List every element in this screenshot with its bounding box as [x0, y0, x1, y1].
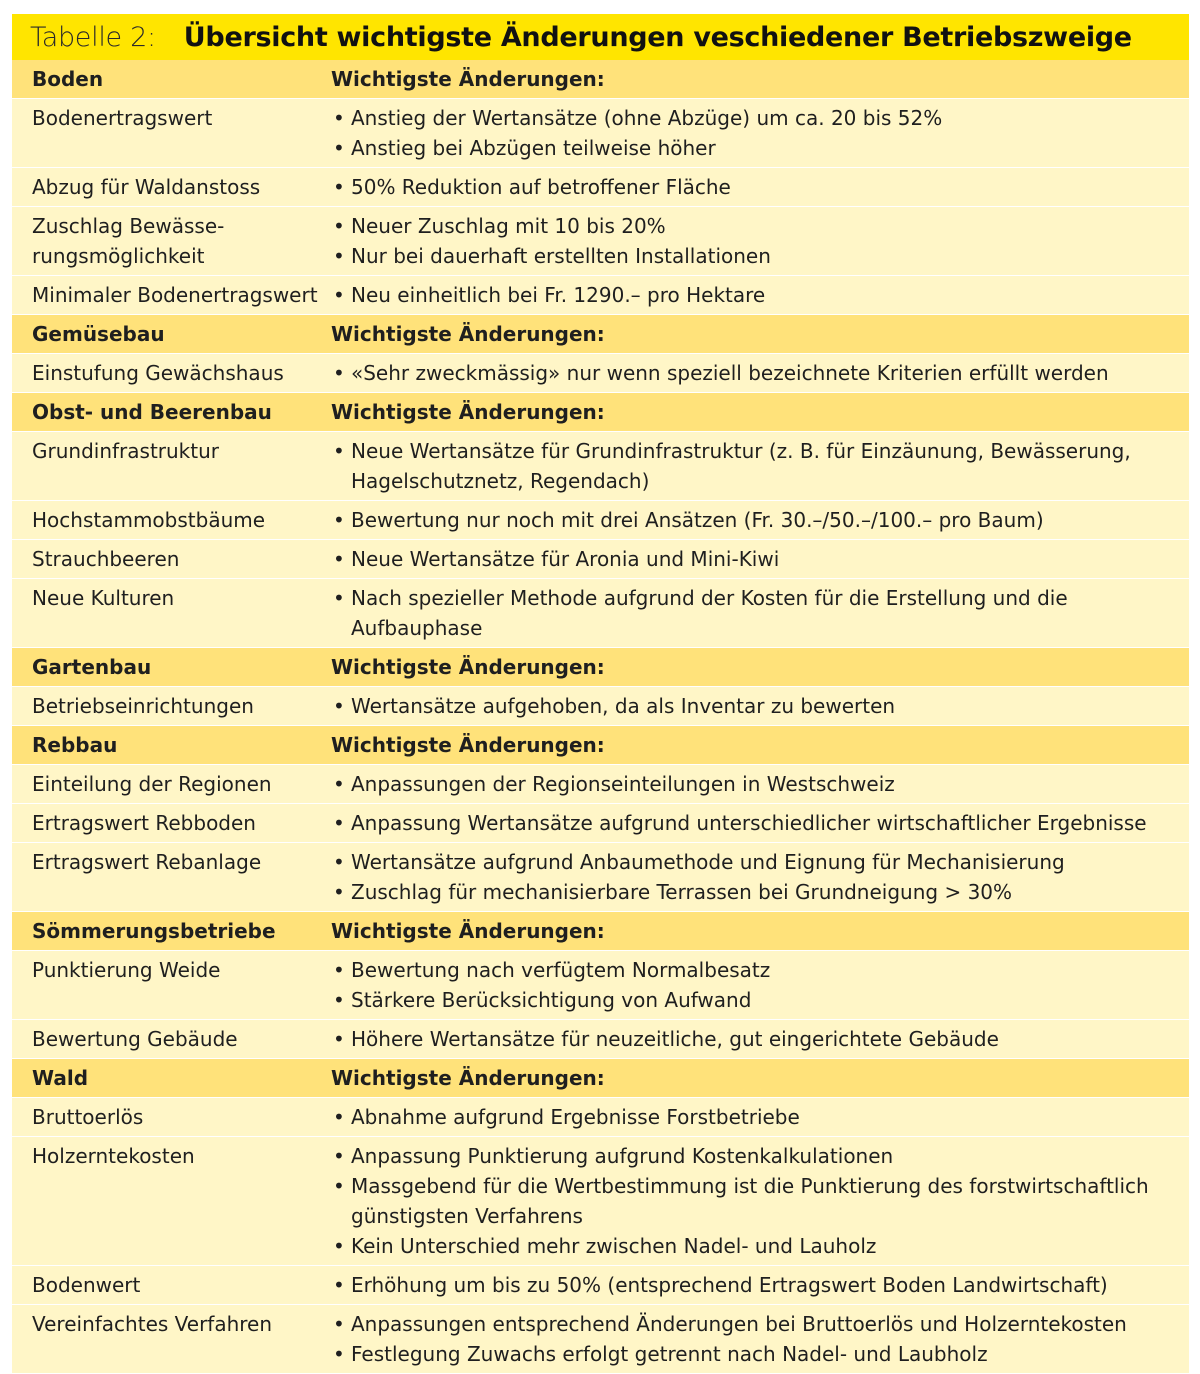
row-changes: [331, 501, 1189, 540]
change-item: • Wertansätze aufgehoben, da als Inventar zu bewerten: [331, 691, 1189, 721]
row-label: Hochstammobstbäume: [12, 501, 331, 540]
row-label: Holzerntekosten: [12, 1137, 331, 1266]
section-header-row: [12, 648, 1189, 687]
change-item: • Anstieg der Wertansätze (ohne Abzüge) um ca. 20 bis 52%: [331, 103, 1189, 133]
section-name: Sömmerungsbetriebe: [12, 912, 331, 951]
row-label: Bewertung Gebäude: [12, 1020, 331, 1059]
row-changes: [331, 432, 1189, 501]
change-list: [331, 172, 1189, 202]
change-list: [331, 1024, 1189, 1054]
change-list: [331, 1270, 1189, 1300]
change-list: [331, 1141, 1189, 1261]
change-item: • Neuer Zuschlag mit 10 bis 20%: [331, 211, 1189, 241]
row-label: Punktierung Weide: [12, 951, 331, 1020]
table-row: [12, 804, 1189, 843]
row-changes: [331, 687, 1189, 726]
change-list: [331, 505, 1189, 535]
section-header-row: [12, 912, 1189, 951]
change-list: [331, 808, 1189, 838]
change-item: • Anstieg bei Abzügen teilweise höher: [331, 133, 1189, 163]
change-item: • Neue Wertansätze für Aronia und Mini-Kiwi: [331, 544, 1189, 574]
section-name: Gartenbau: [12, 648, 331, 687]
row-changes: [331, 168, 1189, 207]
change-list: [331, 769, 1189, 799]
row-label: Einstufung Gewächshaus: [12, 354, 331, 393]
change-item: • Anpassung Wertansätze aufgrund unterschiedlicher wirtschaftlicher Ergebnisse: [331, 808, 1189, 838]
section-column-header: Wichtigste Änderungen:: [331, 912, 1189, 951]
change-list: [331, 955, 1189, 1015]
table-row: [12, 168, 1189, 207]
row-label: Vereinfachtes Verfahren: [12, 1305, 331, 1374]
change-list: [331, 544, 1189, 574]
row-label: Strauchbeeren: [12, 540, 331, 579]
change-item: • Massgebend für die Wertbestimmung ist die Punktierung des forstwirtschaftlich günstigsten Verfahrens: [331, 1171, 1189, 1231]
row-label: Ertragswert Rebboden: [12, 804, 331, 843]
row-label: Bodenertragswert: [12, 99, 331, 168]
section-column-header: Wichtigste Änderungen:: [331, 393, 1189, 432]
row-label: Bodenwert: [12, 1266, 331, 1305]
section-name: Rebbau: [12, 726, 331, 765]
table-title-bar: [12, 14, 1189, 60]
change-item: • Bewertung nur noch mit drei Ansätzen (Fr. 30.–/50.–/100.– pro Baum): [331, 505, 1189, 535]
change-list: [331, 436, 1189, 496]
table-row: [12, 540, 1189, 579]
table-row: [12, 99, 1189, 168]
change-item: • Kein Unterschied mehr zwischen Nadel- und Lauholz: [331, 1231, 1189, 1261]
row-label: Minimaler Bodenertragswert: [12, 276, 331, 315]
row-changes: [331, 1137, 1189, 1266]
row-changes: [331, 1305, 1189, 1374]
change-item: • Nach spezieller Methode aufgrund der Kosten für die Erstellung und die Aufbauphase: [331, 583, 1189, 643]
section-header-row: [12, 726, 1189, 765]
section-header-row: [12, 60, 1189, 99]
table-row: [12, 1137, 1189, 1266]
section-header-row: [12, 1059, 1189, 1098]
section-column-header: Wichtigste Änderungen:: [331, 726, 1189, 765]
change-item: • Erhöhung um bis zu 50% (entsprechend Ertragswert Boden Landwirtschaft): [331, 1270, 1189, 1300]
section-header-row: [12, 315, 1189, 354]
change-item: • Wertansätze aufgrund Anbaumethode und Eignung für Mechanisierung: [331, 847, 1189, 877]
change-item: • Anpassungen entsprechend Änderungen bei Bruttoerlös und Holzerntekosten: [331, 1309, 1189, 1339]
table-title: Übersicht wichtigste Änderungen veschiedener Betriebszweige: [183, 21, 1132, 53]
row-label: Zuschlag Bewässe- rungsmöglichkeit: [12, 207, 331, 276]
change-item: • Bewertung nach verfügtem Normalbesatz: [331, 955, 1189, 985]
row-changes: [331, 765, 1189, 804]
row-label: Grundinfrastruktur: [12, 432, 331, 501]
table-row: [12, 951, 1189, 1020]
table-number: Tabelle 2:: [30, 21, 156, 53]
change-item: • Abnahme aufgrund Ergebnisse Forstbetriebe: [331, 1102, 1189, 1132]
row-changes: [331, 1098, 1189, 1137]
table-row: [12, 1266, 1189, 1305]
row-changes: [331, 99, 1189, 168]
row-label: Neue Kulturen: [12, 579, 331, 648]
section-name: Wald: [12, 1059, 331, 1098]
row-changes: [331, 540, 1189, 579]
changes-table: [12, 60, 1189, 1374]
section-name: Boden: [12, 60, 331, 99]
row-label: Bruttoerlös: [12, 1098, 331, 1137]
table-row: [12, 354, 1189, 393]
table-container: [12, 14, 1189, 1374]
row-changes: [331, 1020, 1189, 1059]
table-row: [12, 1098, 1189, 1137]
section-column-header: Wichtigste Änderungen:: [331, 315, 1189, 354]
change-list: [331, 280, 1189, 310]
change-item: • Anpassung Punktierung aufgrund Kostenkalkulationen: [331, 1141, 1189, 1171]
row-label: Einteilung der Regionen: [12, 765, 331, 804]
changes-table-body: [12, 60, 1189, 1374]
change-item: • «Sehr zweckmässig» nur wenn speziell bezeichnete Kriterien erfüllt werden: [331, 358, 1189, 388]
table-row: [12, 432, 1189, 501]
row-changes: [331, 804, 1189, 843]
change-item: • Stärkere Berücksichtigung von Aufwand: [331, 985, 1189, 1015]
section-header-row: [12, 393, 1189, 432]
change-list: [331, 691, 1189, 721]
section-name: Gemüsebau: [12, 315, 331, 354]
section-name: Obst- und Beerenbau: [12, 393, 331, 432]
change-item: • Anpassungen der Regionseinteilungen in Westschweiz: [331, 769, 1189, 799]
table-row: [12, 501, 1189, 540]
change-list: [331, 211, 1189, 271]
table-row: [12, 276, 1189, 315]
change-item: • Neue Wertansätze für Grundinfrastruktur (z. B. für Einzäunung, Bewässerung, Hagelschutznetz, Regendach): [331, 436, 1189, 496]
table-row: [12, 1020, 1189, 1059]
table-row: [12, 687, 1189, 726]
row-label: Betriebseinrichtungen: [12, 687, 331, 726]
change-list: [331, 358, 1189, 388]
row-changes: [331, 951, 1189, 1020]
change-item: • Höhere Wertansätze für neuzeitliche, gut eingerichtete Gebäude: [331, 1024, 1189, 1054]
table-row: [12, 207, 1189, 276]
change-item: • Zuschlag für mechanisierbare Terrassen bei Grundneigung > 30%: [331, 877, 1189, 907]
row-changes: [331, 276, 1189, 315]
table-row: [12, 765, 1189, 804]
row-label: Abzug für Waldanstoss: [12, 168, 331, 207]
section-column-header: Wichtigste Änderungen:: [331, 60, 1189, 99]
row-changes: [331, 207, 1189, 276]
row-changes: [331, 1266, 1189, 1305]
table-row: [12, 843, 1189, 912]
table-row: [12, 579, 1189, 648]
section-column-header: Wichtigste Änderungen:: [331, 1059, 1189, 1098]
change-list: [331, 583, 1189, 643]
row-changes: [331, 579, 1189, 648]
change-item: • Neu einheitlich bei Fr. 1290.– pro Hektare: [331, 280, 1189, 310]
change-list: [331, 103, 1189, 163]
row-changes: [331, 843, 1189, 912]
row-label: Ertragswert Rebanlage: [12, 843, 331, 912]
change-item: • 50% Reduktion auf betroffener Fläche: [331, 172, 1189, 202]
section-column-header: Wichtigste Änderungen:: [331, 648, 1189, 687]
change-list: [331, 847, 1189, 907]
row-changes: [331, 354, 1189, 393]
table-row: [12, 1305, 1189, 1374]
change-list: [331, 1309, 1189, 1369]
change-item: • Festlegung Zuwachs erfolgt getrennt nach Nadel- und Laubholz: [331, 1339, 1189, 1369]
change-list: [331, 1102, 1189, 1132]
change-item: • Nur bei dauerhaft erstellten Installationen: [331, 241, 1189, 271]
